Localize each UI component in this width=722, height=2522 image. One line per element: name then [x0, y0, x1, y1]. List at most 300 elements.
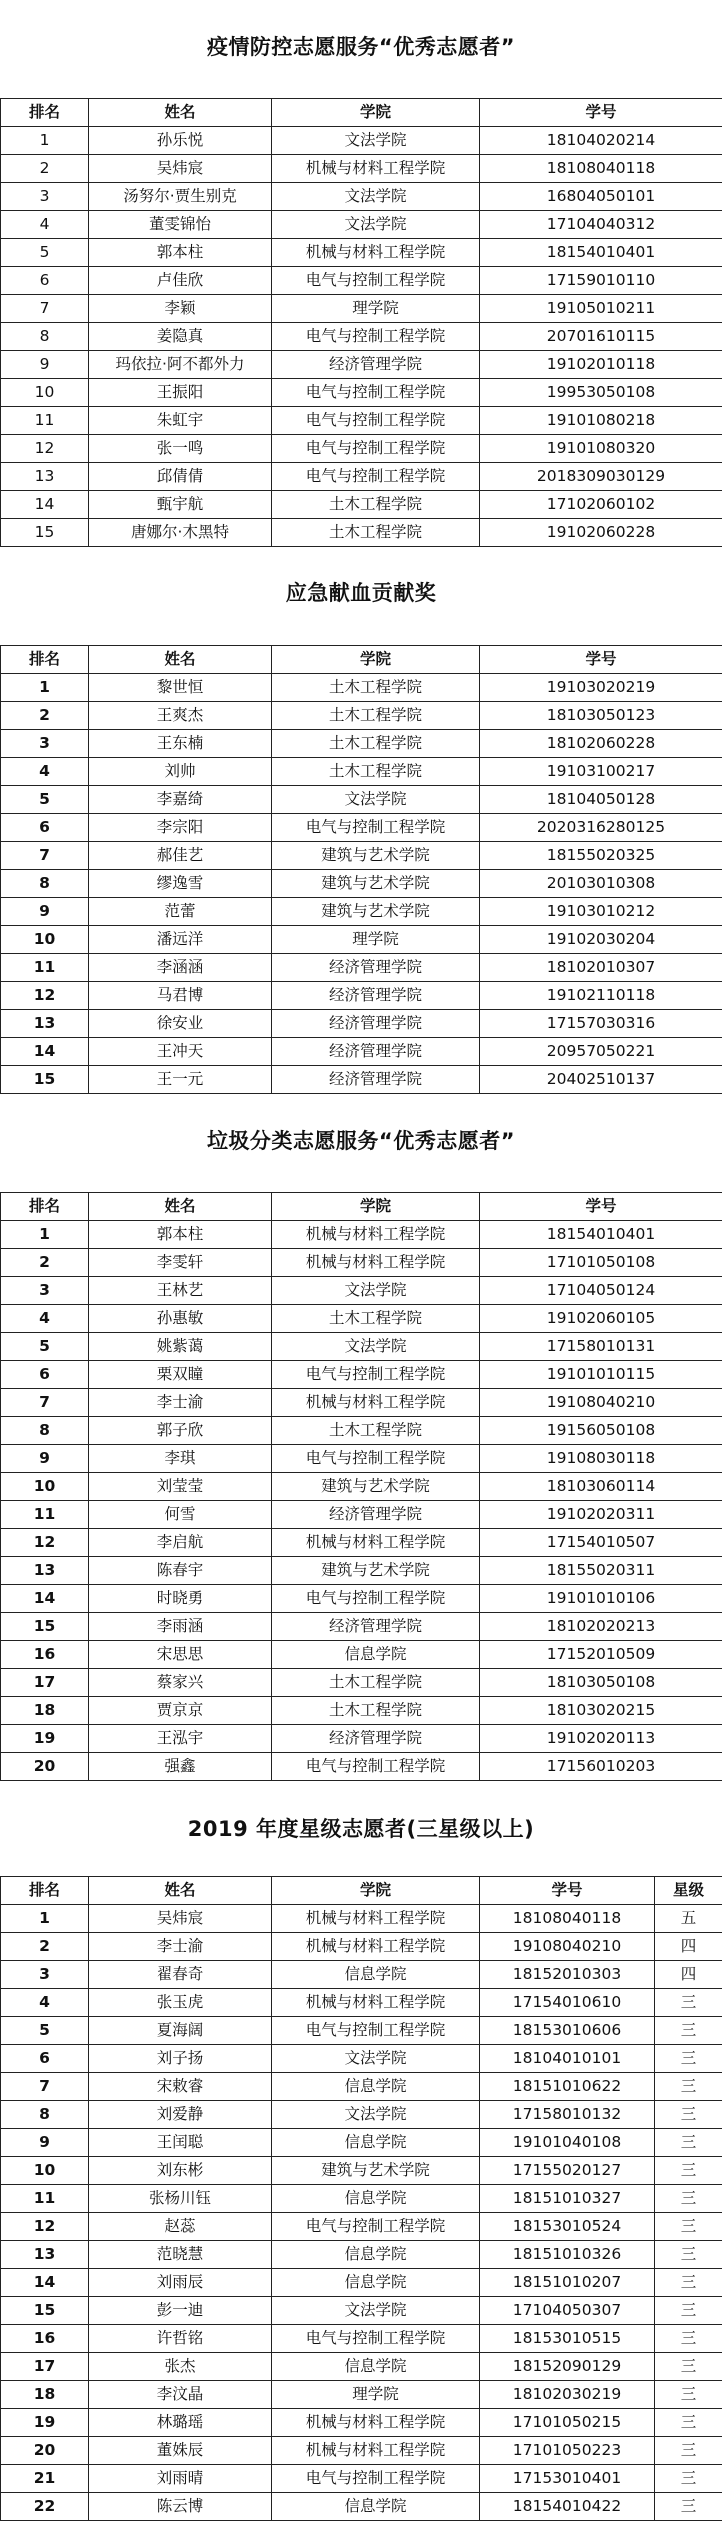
rank-cell: 17: [1, 1669, 89, 1697]
name-cell: 张玉虎: [89, 1989, 272, 2017]
name-cell: 姚紫蔼: [89, 1333, 272, 1361]
college-cell: 经济管理学院: [272, 1725, 480, 1753]
college-cell: 文法学院: [272, 127, 480, 155]
section-title: 2019 年度星级志愿者(三星级以上): [187, 1817, 535, 1841]
college-cell: 文法学院: [272, 211, 480, 239]
table-row: [1, 2269, 722, 2297]
student-id-cell: 17104040312: [480, 211, 722, 239]
name-cell: 汤努尔·贾生别克: [89, 183, 272, 211]
table-row: [1, 2045, 722, 2073]
rank-cell: 1: [1, 127, 89, 155]
star-level-cell: 五: [655, 1905, 722, 1933]
name-cell: 卢佳欣: [89, 267, 272, 295]
star-level-cell: 三: [655, 2381, 722, 2409]
table-row: [1, 1613, 722, 1641]
rank-cell: 17: [1, 2353, 89, 2381]
star-level-cell: 三: [655, 2353, 722, 2381]
college-cell: 经济管理学院: [272, 1038, 480, 1066]
college-cell: 电气与控制工程学院: [272, 323, 480, 351]
table-row: [1, 1905, 722, 1933]
name-cell: 郭本柱: [89, 239, 272, 267]
college-cell: 信息学院: [272, 2073, 480, 2101]
rank-cell: 6: [1, 1361, 89, 1389]
student-id-cell: 18151010326: [480, 2241, 655, 2269]
rank-cell: 15: [1, 519, 89, 547]
name-cell: 郭本柱: [89, 1221, 272, 1249]
name-cell: 贾京京: [89, 1697, 272, 1725]
table-row: [1, 954, 722, 982]
column-header: 学院: [272, 1877, 480, 1905]
rank-cell: 6: [1, 814, 89, 842]
student-id-cell: 18102020213: [480, 1613, 722, 1641]
rank-cell: 3: [1, 1961, 89, 1989]
rank-cell: 10: [1, 379, 89, 407]
college-cell: 理学院: [272, 926, 480, 954]
college-cell: 经济管理学院: [272, 954, 480, 982]
college-cell: 机械与材料工程学院: [272, 1221, 480, 1249]
rank-cell: 14: [1, 1585, 89, 1613]
rank-cell: 7: [1, 2073, 89, 2101]
table-row: [1, 674, 722, 702]
name-cell: 李嘉绮: [89, 786, 272, 814]
college-cell: 建筑与艺术学院: [272, 842, 480, 870]
table-row: [1, 1669, 722, 1697]
name-cell: 时晓勇: [89, 1585, 272, 1613]
rank-cell: 5: [1, 2017, 89, 2045]
name-cell: 吴炜宸: [89, 155, 272, 183]
table-row: [1, 982, 722, 1010]
name-cell: 马君博: [89, 982, 272, 1010]
rank-cell: 3: [1, 730, 89, 758]
rank-cell: 7: [1, 1389, 89, 1417]
name-cell: 强鑫: [89, 1753, 272, 1781]
college-cell: 土木工程学院: [272, 519, 480, 547]
rank-cell: 3: [1, 1277, 89, 1305]
college-cell: 电气与控制工程学院: [272, 379, 480, 407]
name-cell: 李宗阳: [89, 814, 272, 842]
table-row: [1, 702, 722, 730]
name-cell: 李颖: [89, 295, 272, 323]
rank-cell: 2: [1, 1249, 89, 1277]
college-cell: 土木工程学院: [272, 758, 480, 786]
table-row: [1, 463, 722, 491]
student-id-cell: 17159010110: [480, 267, 722, 295]
student-id-cell: 19102060228: [480, 519, 722, 547]
rank-cell: 5: [1, 786, 89, 814]
rank-cell: 4: [1, 1989, 89, 2017]
table-header-row: [1, 1193, 722, 1221]
student-id-cell: 19102030204: [480, 926, 722, 954]
rank-cell: 10: [1, 1473, 89, 1501]
name-cell: 刘雨辰: [89, 2269, 272, 2297]
student-id-cell: 18152090129: [480, 2353, 655, 2381]
name-cell: 潘远洋: [89, 926, 272, 954]
student-id-cell: 19102060105: [480, 1305, 722, 1333]
table-row: [1, 127, 722, 155]
name-cell: 张一鸣: [89, 435, 272, 463]
rank-cell: 9: [1, 1445, 89, 1473]
college-cell: 电气与控制工程学院: [272, 267, 480, 295]
rank-cell: 13: [1, 1010, 89, 1038]
star-level-cell: 三: [655, 2157, 722, 2185]
table-row: [1, 2213, 722, 2241]
star-level-cell: 三: [655, 2185, 722, 2213]
rank-cell: 13: [1, 2241, 89, 2269]
student-id-cell: 20402510137: [480, 1066, 722, 1094]
college-cell: 电气与控制工程学院: [272, 1361, 480, 1389]
student-id-cell: 18102030219: [480, 2381, 655, 2409]
table-row: [1, 2073, 722, 2101]
rank-cell: 4: [1, 211, 89, 239]
rank-cell: 16: [1, 2325, 89, 2353]
college-cell: 文法学院: [272, 2101, 480, 2129]
student-id-cell: 19156050108: [480, 1417, 722, 1445]
table-row: [1, 1529, 722, 1557]
name-cell: 张杰: [89, 2353, 272, 2381]
table-row: [1, 1445, 722, 1473]
student-id-cell: 2020316280125: [480, 814, 722, 842]
rank-cell: 12: [1, 2213, 89, 2241]
name-cell: 张杨川钰: [89, 2185, 272, 2213]
star-level-cell: 四: [655, 1933, 722, 1961]
college-cell: 经济管理学院: [272, 982, 480, 1010]
name-cell: 董姝辰: [89, 2437, 272, 2465]
column-header: 学院: [272, 1193, 480, 1221]
name-cell: 李士渝: [89, 1389, 272, 1417]
section-title: 应急献血贡献奖: [285, 581, 437, 605]
table-row: [1, 2325, 722, 2353]
rank-cell: 22: [1, 2493, 89, 2521]
student-id-cell: 18155020311: [480, 1557, 722, 1585]
college-cell: 土木工程学院: [272, 491, 480, 519]
student-id-cell: 18151010622: [480, 2073, 655, 2101]
table-row: [1, 155, 722, 183]
table-row: [1, 351, 722, 379]
name-cell: 栗双瞳: [89, 1361, 272, 1389]
rank-cell: 4: [1, 758, 89, 786]
student-id-cell: 19102020311: [480, 1501, 722, 1529]
name-cell: 陈云博: [89, 2493, 272, 2521]
rank-cell: 11: [1, 1501, 89, 1529]
college-cell: 信息学院: [272, 2493, 480, 2521]
rank-cell: 21: [1, 2465, 89, 2493]
student-id-cell: 18104010101: [480, 2045, 655, 2073]
rank-cell: 9: [1, 351, 89, 379]
college-cell: 电气与控制工程学院: [272, 435, 480, 463]
student-id-cell: 18108040118: [480, 155, 722, 183]
college-cell: 建筑与艺术学院: [272, 1473, 480, 1501]
table-row: [1, 2353, 722, 2381]
name-cell: 范蕾: [89, 898, 272, 926]
rank-cell: 6: [1, 2045, 89, 2073]
name-cell: 蔡家兴: [89, 1669, 272, 1697]
name-cell: 刘雨晴: [89, 2465, 272, 2493]
college-cell: 电气与控制工程学院: [272, 814, 480, 842]
rank-cell: 8: [1, 870, 89, 898]
rank-cell: 1: [1, 1905, 89, 1933]
name-cell: 王闰聪: [89, 2129, 272, 2157]
table-row: [1, 814, 722, 842]
table-row: [1, 2297, 722, 2325]
college-cell: 机械与材料工程学院: [272, 1529, 480, 1557]
college-cell: 信息学院: [272, 1641, 480, 1669]
column-header: 排名: [1, 1193, 89, 1221]
rank-cell: 18: [1, 2381, 89, 2409]
student-id-cell: 19103020219: [480, 674, 722, 702]
table-row: [1, 2381, 722, 2409]
college-cell: 机械与材料工程学院: [272, 1933, 480, 1961]
college-cell: 电气与控制工程学院: [272, 2465, 480, 2493]
student-id-cell: 18151010207: [480, 2269, 655, 2297]
table-row: [1, 2493, 722, 2521]
college-cell: 机械与材料工程学院: [272, 1249, 480, 1277]
table-row: [1, 2241, 722, 2269]
college-cell: 电气与控制工程学院: [272, 2213, 480, 2241]
rank-cell: 12: [1, 435, 89, 463]
rank-cell: 3: [1, 183, 89, 211]
college-cell: 信息学院: [272, 2269, 480, 2297]
college-cell: 理学院: [272, 295, 480, 323]
college-cell: 经济管理学院: [272, 1501, 480, 1529]
table-row: [1, 898, 722, 926]
section-title: 疫情防控志愿服务“优秀志愿者”: [206, 35, 516, 59]
star-level-cell: 三: [655, 2409, 722, 2437]
college-cell: 土木工程学院: [272, 1697, 480, 1725]
college-cell: 经济管理学院: [272, 351, 480, 379]
name-cell: 唐娜尔·木黑特: [89, 519, 272, 547]
college-cell: 文法学院: [272, 2297, 480, 2325]
name-cell: 王东楠: [89, 730, 272, 758]
table-row: [1, 2437, 722, 2465]
name-cell: 董雯锦怡: [89, 211, 272, 239]
table-row: [1, 1417, 722, 1445]
rank-cell: 4: [1, 1305, 89, 1333]
table-row: [1, 842, 722, 870]
student-id-cell: 18154010401: [480, 1221, 722, 1249]
student-id-cell: 17104050124: [480, 1277, 722, 1305]
rank-cell: 10: [1, 926, 89, 954]
college-cell: 土木工程学院: [272, 1417, 480, 1445]
student-id-cell: 18108040118: [480, 1905, 655, 1933]
student-id-cell: 18153010606: [480, 2017, 655, 2045]
column-header: 学号: [480, 646, 722, 674]
rank-cell: 8: [1, 323, 89, 351]
college-cell: 电气与控制工程学院: [272, 463, 480, 491]
table-row: [1, 2101, 722, 2129]
student-id-cell: 17155020127: [480, 2157, 655, 2185]
table-row: [1, 1010, 722, 1038]
name-cell: 李琪: [89, 1445, 272, 1473]
column-header: 学号: [480, 1193, 722, 1221]
college-cell: 文法学院: [272, 1333, 480, 1361]
table-row: [1, 1989, 722, 2017]
college-cell: 电气与控制工程学院: [272, 2325, 480, 2353]
student-id-cell: 18151010327: [480, 2185, 655, 2213]
college-cell: 经济管理学院: [272, 1066, 480, 1094]
rank-cell: 8: [1, 2101, 89, 2129]
name-cell: 林璐瑶: [89, 2409, 272, 2437]
name-cell: 李雨涵: [89, 1613, 272, 1641]
name-cell: 甄宇航: [89, 491, 272, 519]
rank-cell: 18: [1, 1697, 89, 1725]
student-id-cell: 17153010401: [480, 2465, 655, 2493]
college-cell: 机械与材料工程学院: [272, 239, 480, 267]
college-cell: 信息学院: [272, 2353, 480, 2381]
rank-cell: 15: [1, 1613, 89, 1641]
award-table: [0, 1192, 722, 1781]
table-row: [1, 2465, 722, 2493]
name-cell: 何雪: [89, 1501, 272, 1529]
rank-cell: 15: [1, 2297, 89, 2325]
student-id-cell: 19953050108: [480, 379, 722, 407]
table-row: [1, 183, 722, 211]
student-id-cell: 19101080218: [480, 407, 722, 435]
rank-cell: 9: [1, 2129, 89, 2157]
column-header: 排名: [1, 99, 89, 127]
name-cell: 王爽杰: [89, 702, 272, 730]
column-header: 姓名: [89, 646, 272, 674]
student-id-cell: 17101050108: [480, 1249, 722, 1277]
table-row: [1, 491, 722, 519]
rank-cell: 15: [1, 1066, 89, 1094]
table-row: [1, 2409, 722, 2437]
student-id-cell: 18155020325: [480, 842, 722, 870]
rank-cell: 14: [1, 491, 89, 519]
rank-cell: 20: [1, 1753, 89, 1781]
student-id-cell: 20701610115: [480, 323, 722, 351]
name-cell: 徐安业: [89, 1010, 272, 1038]
column-header: 学院: [272, 99, 480, 127]
name-cell: 许哲铭: [89, 2325, 272, 2353]
table-row: [1, 2185, 722, 2213]
table-row: [1, 870, 722, 898]
student-id-cell: 18103050108: [480, 1669, 722, 1697]
student-id-cell: 18154010401: [480, 239, 722, 267]
college-cell: 经济管理学院: [272, 1010, 480, 1038]
student-id-cell: 18104020214: [480, 127, 722, 155]
student-id-cell: 17101050223: [480, 2437, 655, 2465]
star-level-cell: 三: [655, 2073, 722, 2101]
rank-cell: 13: [1, 463, 89, 491]
star-level-cell: 三: [655, 2465, 722, 2493]
rank-cell: 2: [1, 155, 89, 183]
college-cell: 机械与材料工程学院: [272, 1905, 480, 1933]
rank-cell: 7: [1, 842, 89, 870]
student-id-cell: 20957050221: [480, 1038, 722, 1066]
student-id-cell: 19101010115: [480, 1361, 722, 1389]
student-id-cell: 17157030316: [480, 1010, 722, 1038]
name-cell: 孙乐悦: [89, 127, 272, 155]
rank-cell: 14: [1, 1038, 89, 1066]
column-header: 排名: [1, 646, 89, 674]
column-header: 姓名: [89, 1193, 272, 1221]
college-cell: 土木工程学院: [272, 1305, 480, 1333]
name-cell: 吴炜宸: [89, 1905, 272, 1933]
student-id-cell: 17158010132: [480, 2101, 655, 2129]
table-row: [1, 211, 722, 239]
rank-cell: 12: [1, 982, 89, 1010]
star-level-cell: 三: [655, 2493, 722, 2521]
student-id-cell: 19108030118: [480, 1445, 722, 1473]
college-cell: 电气与控制工程学院: [272, 2017, 480, 2045]
column-header: 星级: [655, 1877, 722, 1905]
name-cell: 王一元: [89, 1066, 272, 1094]
college-cell: 土木工程学院: [272, 702, 480, 730]
table-row: [1, 1221, 722, 1249]
student-id-cell: 17154010610: [480, 1989, 655, 2017]
table-row: [1, 407, 722, 435]
name-cell: 赵蕊: [89, 2213, 272, 2241]
rank-cell: 5: [1, 1333, 89, 1361]
college-cell: 机械与材料工程学院: [272, 1989, 480, 2017]
table-row: [1, 1501, 722, 1529]
name-cell: 夏海阔: [89, 2017, 272, 2045]
column-header: 学号: [480, 99, 722, 127]
rank-cell: 11: [1, 407, 89, 435]
student-id-cell: 19101040108: [480, 2129, 655, 2157]
student-id-cell: 19102110118: [480, 982, 722, 1010]
rank-cell: 19: [1, 2409, 89, 2437]
column-header: 姓名: [89, 99, 272, 127]
student-id-cell: 19105010211: [480, 295, 722, 323]
student-id-cell: 19103100217: [480, 758, 722, 786]
name-cell: 范晓慧: [89, 2241, 272, 2269]
student-id-cell: 19102020113: [480, 1725, 722, 1753]
student-id-cell: 19101080320: [480, 435, 722, 463]
name-cell: 刘子扬: [89, 2045, 272, 2073]
section-title: 垃圾分类志愿服务“优秀志愿者”: [206, 1129, 516, 1153]
name-cell: 朱虹宇: [89, 407, 272, 435]
college-cell: 电气与控制工程学院: [272, 1753, 480, 1781]
student-id-cell: 17154010507: [480, 1529, 722, 1557]
rank-cell: 11: [1, 954, 89, 982]
student-id-cell: 18103060114: [480, 1473, 722, 1501]
rank-cell: 5: [1, 239, 89, 267]
name-cell: 王泓宇: [89, 1725, 272, 1753]
table-row: [1, 758, 722, 786]
college-cell: 机械与材料工程学院: [272, 2409, 480, 2437]
college-cell: 建筑与艺术学院: [272, 898, 480, 926]
rank-cell: 10: [1, 2157, 89, 2185]
student-id-cell: 18102010307: [480, 954, 722, 982]
star-level-cell: 四: [655, 1961, 722, 1989]
college-cell: 电气与控制工程学院: [272, 1585, 480, 1613]
name-cell: 玛依拉·阿不都外力: [89, 351, 272, 379]
student-id-cell: 17101050215: [480, 2409, 655, 2437]
college-cell: 经济管理学院: [272, 1613, 480, 1641]
name-cell: 李雯轩: [89, 1249, 272, 1277]
name-cell: 李启航: [89, 1529, 272, 1557]
college-cell: 信息学院: [272, 1961, 480, 1989]
table-row: [1, 1697, 722, 1725]
student-id-cell: 19101010106: [480, 1585, 722, 1613]
star-level-cell: 三: [655, 2437, 722, 2465]
star-volunteer-table: [0, 1876, 722, 2521]
college-cell: 土木工程学院: [272, 1669, 480, 1697]
column-header: 学院: [272, 646, 480, 674]
college-cell: 文法学院: [272, 2045, 480, 2073]
table-row: [1, 1333, 722, 1361]
student-id-cell: 18153010515: [480, 2325, 655, 2353]
college-cell: 文法学院: [272, 1277, 480, 1305]
rank-cell: 16: [1, 1641, 89, 1669]
rank-cell: 13: [1, 1557, 89, 1585]
rank-cell: 1: [1, 1221, 89, 1249]
student-id-cell: 18102060228: [480, 730, 722, 758]
name-cell: 李士渝: [89, 1933, 272, 1961]
star-level-cell: 三: [655, 2017, 722, 2045]
column-header: 学号: [480, 1877, 655, 1905]
